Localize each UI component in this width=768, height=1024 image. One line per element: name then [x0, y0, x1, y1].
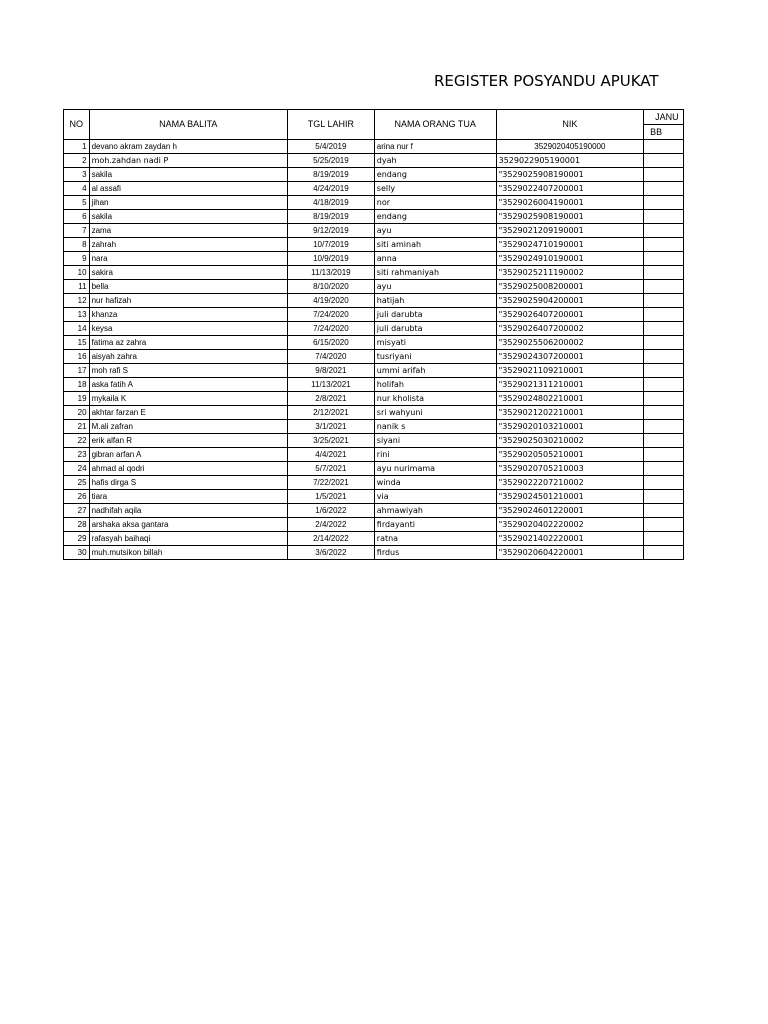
- cell-nik[interactable]: "3529024802210001: [496, 392, 644, 406]
- cell-no[interactable]: 21: [64, 420, 90, 434]
- cell-tgl-lahir[interactable]: 4/24/2019: [287, 182, 374, 196]
- cell-no[interactable]: 19: [64, 392, 90, 406]
- cell-nama-balita[interactable]: moh rafi S: [89, 364, 287, 378]
- cell-nik[interactable]: "3529021209190001: [496, 224, 644, 238]
- table-row: [64, 490, 684, 504]
- cell-nama-balita[interactable]: akhtar farzan E: [89, 406, 287, 420]
- cell-nama-balita[interactable]: moh.zahdan nadi P: [89, 154, 287, 168]
- cell-nama-balita[interactable]: jihan: [89, 196, 287, 210]
- cell-no[interactable]: 2: [64, 154, 90, 168]
- cell-bb[interactable]: [644, 336, 684, 350]
- cell-no[interactable]: 17: [64, 364, 90, 378]
- table-row: [64, 476, 684, 490]
- cell-nama-balita[interactable]: sakila: [89, 168, 287, 182]
- cell-bb[interactable]: [644, 532, 684, 546]
- cell-nik[interactable]: "3529026407200001: [496, 308, 644, 322]
- table-row: [64, 182, 684, 196]
- cell-no[interactable]: 20: [64, 406, 90, 420]
- col-header-nik: NIK: [496, 110, 644, 140]
- cell-nama-orang-tua[interactable]: ayu nurimama: [374, 462, 496, 476]
- table-row: [64, 140, 684, 154]
- cell-tgl-lahir[interactable]: 7/24/2020: [287, 308, 374, 322]
- cell-nama-balita[interactable]: al assafi: [89, 182, 287, 196]
- cell-nama-orang-tua[interactable]: endang: [374, 168, 496, 182]
- cell-nik[interactable]: "3529024710190001: [496, 238, 644, 252]
- table-row: [64, 420, 684, 434]
- cell-nik[interactable]: "3529021311210001: [496, 378, 644, 392]
- cell-no[interactable]: 24: [64, 462, 90, 476]
- cell-nama-orang-tua[interactable]: nur kholista: [374, 392, 496, 406]
- cell-nama-orang-tua[interactable]: ayu: [374, 280, 496, 294]
- cell-nama-balita[interactable]: nadhifah aqila: [89, 504, 287, 518]
- cell-tgl-lahir[interactable]: 9/8/2021: [287, 364, 374, 378]
- cell-no[interactable]: 26: [64, 490, 90, 504]
- cell-nama-orang-tua[interactable]: dyah: [374, 154, 496, 168]
- col-header-bb: BB: [644, 125, 684, 140]
- cell-nik[interactable]: "3529020604220001: [496, 546, 644, 560]
- table-row: [64, 504, 684, 518]
- col-header-nama-orang-tua: NAMA ORANG TUA: [374, 110, 496, 140]
- cell-nama-orang-tua[interactable]: nor: [374, 196, 496, 210]
- cell-nama-orang-tua[interactable]: firdus: [374, 546, 496, 560]
- cell-nama-balita[interactable]: aisyah zahra: [89, 350, 287, 364]
- cell-nik[interactable]: "3529024601220001: [496, 504, 644, 518]
- cell-no[interactable]: 7: [64, 224, 90, 238]
- cell-bb[interactable]: [644, 182, 684, 196]
- table-row: [64, 336, 684, 350]
- table-row: [64, 196, 684, 210]
- table-row: [64, 322, 684, 336]
- cell-nik[interactable]: "3529020103210001: [496, 420, 644, 434]
- cell-nama-balita[interactable]: nur hafizah: [89, 294, 287, 308]
- table-row: [64, 154, 684, 168]
- cell-bb[interactable]: [644, 378, 684, 392]
- register-table: [63, 109, 684, 560]
- cell-nama-balita[interactable]: bella: [89, 280, 287, 294]
- cell-nama-orang-tua[interactable]: tusriyani: [374, 350, 496, 364]
- cell-bb[interactable]: [644, 490, 684, 504]
- cell-no[interactable]: 15: [64, 336, 90, 350]
- cell-nama-balita[interactable]: M.ali zafran: [89, 420, 287, 434]
- cell-nama-orang-tua[interactable]: anna: [374, 252, 496, 266]
- cell-no[interactable]: 28: [64, 518, 90, 532]
- cell-nama-orang-tua[interactable]: arina nur f: [374, 140, 496, 154]
- cell-tgl-lahir[interactable]: 10/9/2019: [287, 252, 374, 266]
- cell-nik[interactable]: "3529026407200002: [496, 322, 644, 336]
- cell-bb[interactable]: [644, 364, 684, 378]
- cell-tgl-lahir[interactable]: 3/25/2021: [287, 434, 374, 448]
- cell-nama-orang-tua[interactable]: endang: [374, 210, 496, 224]
- cell-nik[interactable]: 3529022905190001: [496, 154, 644, 168]
- table-row: [64, 238, 684, 252]
- cell-no[interactable]: 1: [64, 140, 90, 154]
- cell-no[interactable]: 3: [64, 168, 90, 182]
- cell-no[interactable]: 12: [64, 294, 90, 308]
- cell-nik[interactable]: "3529021202210001: [496, 406, 644, 420]
- cell-tgl-lahir[interactable]: 3/1/2021: [287, 420, 374, 434]
- cell-no[interactable]: 29: [64, 532, 90, 546]
- cell-nama-orang-tua[interactable]: misyati: [374, 336, 496, 350]
- cell-nama-orang-tua[interactable]: firdayanti: [374, 518, 496, 532]
- cell-nik[interactable]: "3529025908190001: [496, 210, 644, 224]
- cell-no[interactable]: 4: [64, 182, 90, 196]
- cell-tgl-lahir[interactable]: 2/14/2022: [287, 532, 374, 546]
- cell-nik[interactable]: "3529025904200001: [496, 294, 644, 308]
- cell-tgl-lahir[interactable]: 10/7/2019: [287, 238, 374, 252]
- cell-tgl-lahir[interactable]: 5/25/2019: [287, 154, 374, 168]
- cell-nik[interactable]: "3529025506200002: [496, 336, 644, 350]
- col-header-no: NO: [64, 110, 90, 140]
- cell-bb[interactable]: [644, 266, 684, 280]
- cell-tgl-lahir[interactable]: 8/10/2020: [287, 280, 374, 294]
- cell-nama-orang-tua[interactable]: juli darubta: [374, 308, 496, 322]
- cell-tgl-lahir[interactable]: 1/5/2021: [287, 490, 374, 504]
- cell-nama-orang-tua[interactable]: ahmawiyah: [374, 504, 496, 518]
- cell-nama-balita[interactable]: sakira: [89, 266, 287, 280]
- cell-nik[interactable]: "3529021402220001: [496, 532, 644, 546]
- table-row: [64, 518, 684, 532]
- cell-no[interactable]: 25: [64, 476, 90, 490]
- cell-nama-orang-tua[interactable]: via: [374, 490, 496, 504]
- page-title: REGISTER POSYANDU APUKAT: [434, 72, 659, 90]
- cell-bb[interactable]: [644, 196, 684, 210]
- cell-bb[interactable]: [644, 448, 684, 462]
- cell-nama-balita[interactable]: mykaila K: [89, 392, 287, 406]
- table-row: [64, 434, 684, 448]
- table-row: [64, 406, 684, 420]
- cell-bb[interactable]: [644, 140, 684, 154]
- col-header-nama-balita: NAMA BALITA: [89, 110, 287, 140]
- table-row: [64, 392, 684, 406]
- cell-nik[interactable]: "3529024501210001: [496, 490, 644, 504]
- cell-nama-orang-tua[interactable]: nanik s: [374, 420, 496, 434]
- cell-bb[interactable]: [644, 252, 684, 266]
- cell-tgl-lahir[interactable]: 9/12/2019: [287, 224, 374, 238]
- table-row: [64, 210, 684, 224]
- cell-nama-balita[interactable]: keysa: [89, 322, 287, 336]
- cell-no[interactable]: 23: [64, 448, 90, 462]
- cell-nama-orang-tua[interactable]: rini: [374, 448, 496, 462]
- cell-bb[interactable]: [644, 434, 684, 448]
- cell-bb[interactable]: [644, 420, 684, 434]
- cell-nik[interactable]: "3529022407200001: [496, 182, 644, 196]
- cell-nama-orang-tua[interactable]: hatijah: [374, 294, 496, 308]
- cell-nama-balita[interactable]: devano akram zaydan h: [89, 140, 287, 154]
- cell-nik[interactable]: "3529024307200001: [496, 350, 644, 364]
- cell-no[interactable]: 27: [64, 504, 90, 518]
- cell-nama-orang-tua[interactable]: ayu: [374, 224, 496, 238]
- cell-nama-balita[interactable]: ahmad al qodri: [89, 462, 287, 476]
- table-row: [64, 252, 684, 266]
- cell-bb[interactable]: [644, 392, 684, 406]
- cell-bb[interactable]: [644, 518, 684, 532]
- cell-nama-balita[interactable]: sakila: [89, 210, 287, 224]
- table-row: [64, 280, 684, 294]
- cell-bb[interactable]: [644, 308, 684, 322]
- cell-no[interactable]: 5: [64, 196, 90, 210]
- cell-tgl-lahir[interactable]: 8/19/2019: [287, 210, 374, 224]
- cell-bb[interactable]: [644, 280, 684, 294]
- cell-nama-orang-tua[interactable]: juli darubta: [374, 322, 496, 336]
- cell-no[interactable]: 8: [64, 238, 90, 252]
- cell-tgl-lahir[interactable]: 3/6/2022: [287, 546, 374, 560]
- cell-nik[interactable]: "3529021109210001: [496, 364, 644, 378]
- cell-nama-orang-tua[interactable]: siti rahmaniyah: [374, 266, 496, 280]
- cell-no[interactable]: 9: [64, 252, 90, 266]
- cell-nama-balita[interactable]: muh.mutsikon billah: [89, 546, 287, 560]
- cell-tgl-lahir[interactable]: 11/13/2019: [287, 266, 374, 280]
- cell-nik[interactable]: "3529025030210002: [496, 434, 644, 448]
- cell-no[interactable]: 11: [64, 280, 90, 294]
- cell-tgl-lahir[interactable]: 4/18/2019: [287, 196, 374, 210]
- cell-no[interactable]: 14: [64, 322, 90, 336]
- cell-no[interactable]: 6: [64, 210, 90, 224]
- cell-nama-orang-tua[interactable]: ummi arifah: [374, 364, 496, 378]
- cell-nik[interactable]: "3529020505210001: [496, 448, 644, 462]
- table-row: [64, 532, 684, 546]
- cell-bb[interactable]: [644, 476, 684, 490]
- cell-no[interactable]: 16: [64, 350, 90, 364]
- cell-tgl-lahir[interactable]: 8/19/2019: [287, 168, 374, 182]
- cell-bb[interactable]: [644, 504, 684, 518]
- cell-nama-orang-tua[interactable]: winda: [374, 476, 496, 490]
- cell-bb[interactable]: [644, 322, 684, 336]
- cell-nama-balita[interactable]: khanza: [89, 308, 287, 322]
- cell-bb[interactable]: [644, 238, 684, 252]
- cell-tgl-lahir[interactable]: 4/19/2020: [287, 294, 374, 308]
- cell-nama-balita[interactable]: tiara: [89, 490, 287, 504]
- table-row: [64, 224, 684, 238]
- cell-nama-orang-tua[interactable]: ratna: [374, 532, 496, 546]
- cell-nik[interactable]: "3529025008200001: [496, 280, 644, 294]
- cell-nama-orang-tua[interactable]: siti aminah: [374, 238, 496, 252]
- col-header-month: JANU: [644, 110, 684, 125]
- cell-nama-balita[interactable]: aska fatih A: [89, 378, 287, 392]
- table-row: [64, 378, 684, 392]
- cell-nama-balita[interactable]: erik alfan R: [89, 434, 287, 448]
- cell-nik[interactable]: "3529025908190001: [496, 168, 644, 182]
- cell-no[interactable]: 30: [64, 546, 90, 560]
- cell-tgl-lahir[interactable]: 7/4/2020: [287, 350, 374, 364]
- cell-nama-balita[interactable]: zama: [89, 224, 287, 238]
- cell-tgl-lahir[interactable]: 5/7/2021: [287, 462, 374, 476]
- cell-nama-orang-tua[interactable]: selly: [374, 182, 496, 196]
- cell-nik[interactable]: "3529020402220002: [496, 518, 644, 532]
- cell-no[interactable]: 22: [64, 434, 90, 448]
- cell-tgl-lahir[interactable]: 2/8/2021: [287, 392, 374, 406]
- cell-bb[interactable]: [644, 168, 684, 182]
- cell-nama-balita[interactable]: zahrah: [89, 238, 287, 252]
- cell-bb[interactable]: [644, 406, 684, 420]
- cell-nik[interactable]: "3529025211190002: [496, 266, 644, 280]
- cell-bb[interactable]: [644, 224, 684, 238]
- table-row: [64, 266, 684, 280]
- cell-bb[interactable]: [644, 294, 684, 308]
- cell-nama-balita[interactable]: fatima az zahra: [89, 336, 287, 350]
- cell-nama-orang-tua[interactable]: sri wahyuni: [374, 406, 496, 420]
- cell-nama-balita[interactable]: arshaka aksa gantara: [89, 518, 287, 532]
- cell-nama-orang-tua[interactable]: siyani: [374, 434, 496, 448]
- cell-nama-balita[interactable]: gibran arfan A: [89, 448, 287, 462]
- table-row: [64, 168, 684, 182]
- cell-no[interactable]: 10: [64, 266, 90, 280]
- table-row: [64, 350, 684, 364]
- cell-bb[interactable]: [644, 210, 684, 224]
- table-row: [64, 462, 684, 476]
- cell-tgl-lahir[interactable]: 4/4/2021: [287, 448, 374, 462]
- cell-tgl-lahir[interactable]: 11/13/2021: [287, 378, 374, 392]
- register-rows: [64, 140, 684, 560]
- table-row: [64, 364, 684, 378]
- cell-nik[interactable]: 3529020405190000: [496, 140, 644, 154]
- table-row: [64, 448, 684, 462]
- cell-nama-balita[interactable]: rafasyah baihaqi: [89, 532, 287, 546]
- cell-tgl-lahir[interactable]: 2/12/2021: [287, 406, 374, 420]
- cell-tgl-lahir[interactable]: 1/6/2022: [287, 504, 374, 518]
- cell-bb[interactable]: [644, 350, 684, 364]
- cell-nik[interactable]: "3529020705210003: [496, 462, 644, 476]
- cell-tgl-lahir[interactable]: 7/24/2020: [287, 322, 374, 336]
- cell-bb[interactable]: [644, 462, 684, 476]
- col-header-tgl-lahir: TGL LAHIR: [287, 110, 374, 140]
- cell-tgl-lahir[interactable]: 6/15/2020: [287, 336, 374, 350]
- cell-bb[interactable]: [644, 546, 684, 560]
- cell-tgl-lahir[interactable]: 7/22/2021: [287, 476, 374, 490]
- cell-nik[interactable]: "3529026004190001: [496, 196, 644, 210]
- cell-no[interactable]: 13: [64, 308, 90, 322]
- cell-no[interactable]: 18: [64, 378, 90, 392]
- table-row: [64, 294, 684, 308]
- table-row: [64, 546, 684, 560]
- cell-tgl-lahir[interactable]: 2/4/2022: [287, 518, 374, 532]
- cell-nama-orang-tua[interactable]: holifah: [374, 378, 496, 392]
- cell-tgl-lahir[interactable]: 5/4/2019: [287, 140, 374, 154]
- cell-bb[interactable]: [644, 154, 684, 168]
- cell-nik[interactable]: "3529022207210002: [496, 476, 644, 490]
- cell-nik[interactable]: "3529024910190001: [496, 252, 644, 266]
- cell-nama-balita[interactable]: nara: [89, 252, 287, 266]
- cell-nama-balita[interactable]: hafis dirga S: [89, 476, 287, 490]
- table-row: [64, 308, 684, 322]
